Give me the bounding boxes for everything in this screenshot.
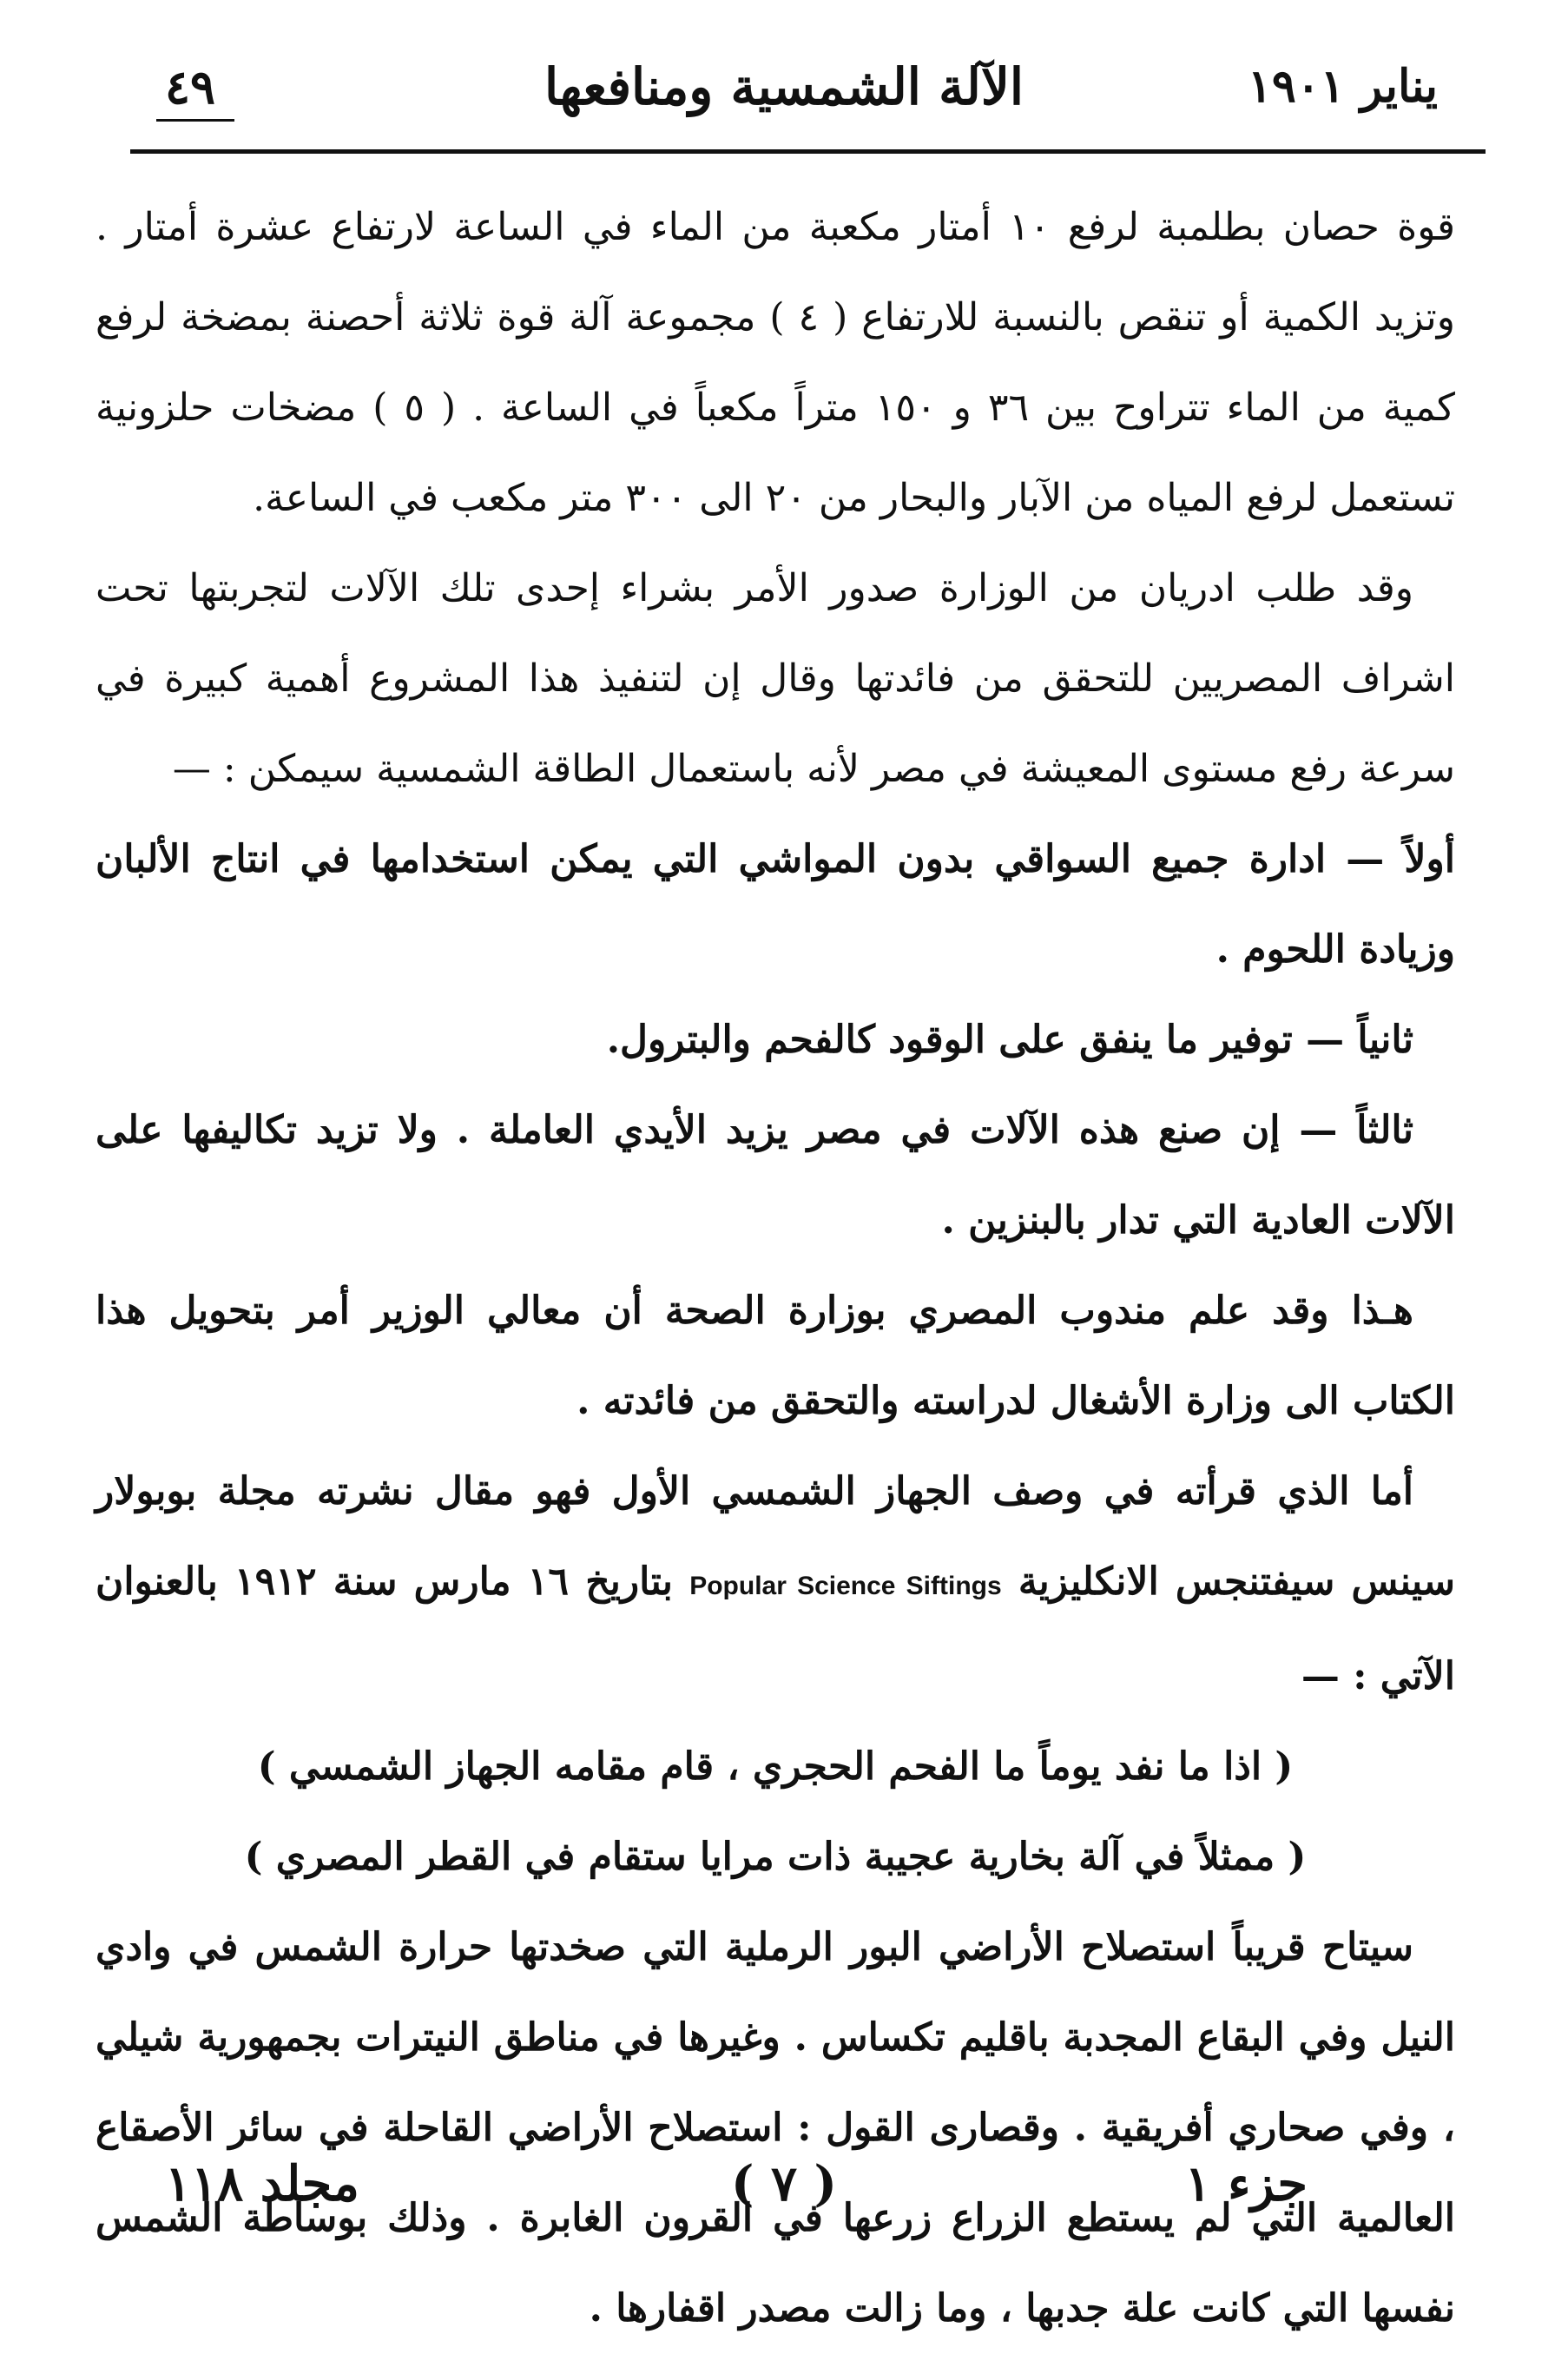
page-number-underline: [156, 119, 234, 122]
article-body: [96, 182, 1455, 2354]
paragraph-second-point: ثانياً — توفير ما ينفق على الوقود كالفحم والبترول.: [606, 1018, 1413, 1062]
article-subtitle-1: ( اذا ما نفد يوماً ما الفحم الحجري ، قام مقامه الجهاز الشمسي ): [257, 1744, 1294, 1789]
paragraph-ministry-note: هـذا وقد علم مندوب المصري بوزارة الصحة أن معالي الوزير أمر بتحويل هذا الكتاب الى وزارة الأشغال لدراسته والتحقق من فائدته .: [96, 1289, 1455, 1423]
article-subtitle-2: ( ممثلاً في آلة بخارية عجيبة ذات مرايا ستقام في القطر المصري ): [244, 1835, 1307, 1879]
footer-issue-number: ( ٧ ): [730, 2155, 838, 2212]
header-title: الآلة الشمسية ومنافعها: [544, 57, 1024, 116]
header-page-number: ٤٩: [165, 59, 216, 115]
paragraph-third-point: ثالثاً — إن صنع هذه الآلات في مصر يزيد الأيدي العاملة . ولا تزيد تكاليفها على الآلات العادية التي تدار بالبنزين .: [96, 1108, 1455, 1243]
footer-volume: مجلد ١١٨: [165, 2155, 359, 2212]
page-header: [130, 48, 1438, 126]
magazine-name-latin: Popular Science Siftings: [689, 1572, 1002, 1600]
paragraph-pump-specs: قوة حصان بطلمبة لرفع ١٠ أمتار مكعبة من الماء في الساعة لارتفاع عشرة أمتار . وتزيد الكمية أو تنقص بالنسبة للارتفاع ( ٤ ) مجموعة آلة قوة ثلاثة أحصنة بمضخة لرفع كمية من الماء تتراوح بين ٣٦ و ١٥٠ متراً مكعباً في الساعة . ( ٥ ) مضخات حلزونية تستعمل لرفع المياه من الآبار والبحار من ٢٠ الى ٣٠٠ متر مكعب في الساعة.: [96, 205, 1456, 520]
paragraph-source-article: [96, 1447, 1455, 1722]
header-rule: [130, 149, 1486, 154]
source-text-after: بتاريخ ١٦ مارس سنة ١٩١٢ بالعنوان الآتي : —: [96, 1559, 1455, 1698]
paragraph-first-point: أولاً — ادارة جميع السواقي بدون المواشي التي يمكن استخدامها في انتاج الألبان وزيادة اللحوم .: [96, 837, 1455, 972]
header-date: يناير ١٩٠١: [1248, 60, 1438, 113]
paragraph-adrian-request: وقد طلب ادريان من الوزارة صدور الأمر بشراء إحدى تلك الآلات لتجربتها تحت اشراف المصريين للتحقق من فائدتها وقال إن لتنفيذ هذا المشروع أهمية كبيرة في سرعة رفع مستوى المعيشة في مصر لأنه باستعمال الطاقة الشمسية سيمكن : —: [96, 566, 1455, 791]
source-text-before: أما الذي قرأته في وصف الجهاز الشمسي الأول فهو مقال نشرته مجلة بوبولار سينس سيفتنجس الانكليزية: [96, 1469, 1455, 1604]
page-footer: [130, 2145, 1438, 2223]
footer-part: جزء ١: [1184, 2155, 1308, 2212]
paragraph-land-reclamation: سيتاح قريباً استصلاح الأراضي البور الرملية التي صخدتها حرارة الشمس في وادي النيل وفي البقاع المجدبة باقليم تكساس . وغيرها في مناطق النيترات بجمهورية شيلي ، وفي صحاري أفريقية . وقصارى القول : استصلاح الأراضي القاحلة في سائر الأصقاع العالمية التي لم يستطع الزراع زرعها في القرون الغابرة . وذلك بوساطة الشمس نفسها التي كانت علة جدبها ، وما زالت مصدر اقفارها .: [96, 1925, 1455, 2331]
